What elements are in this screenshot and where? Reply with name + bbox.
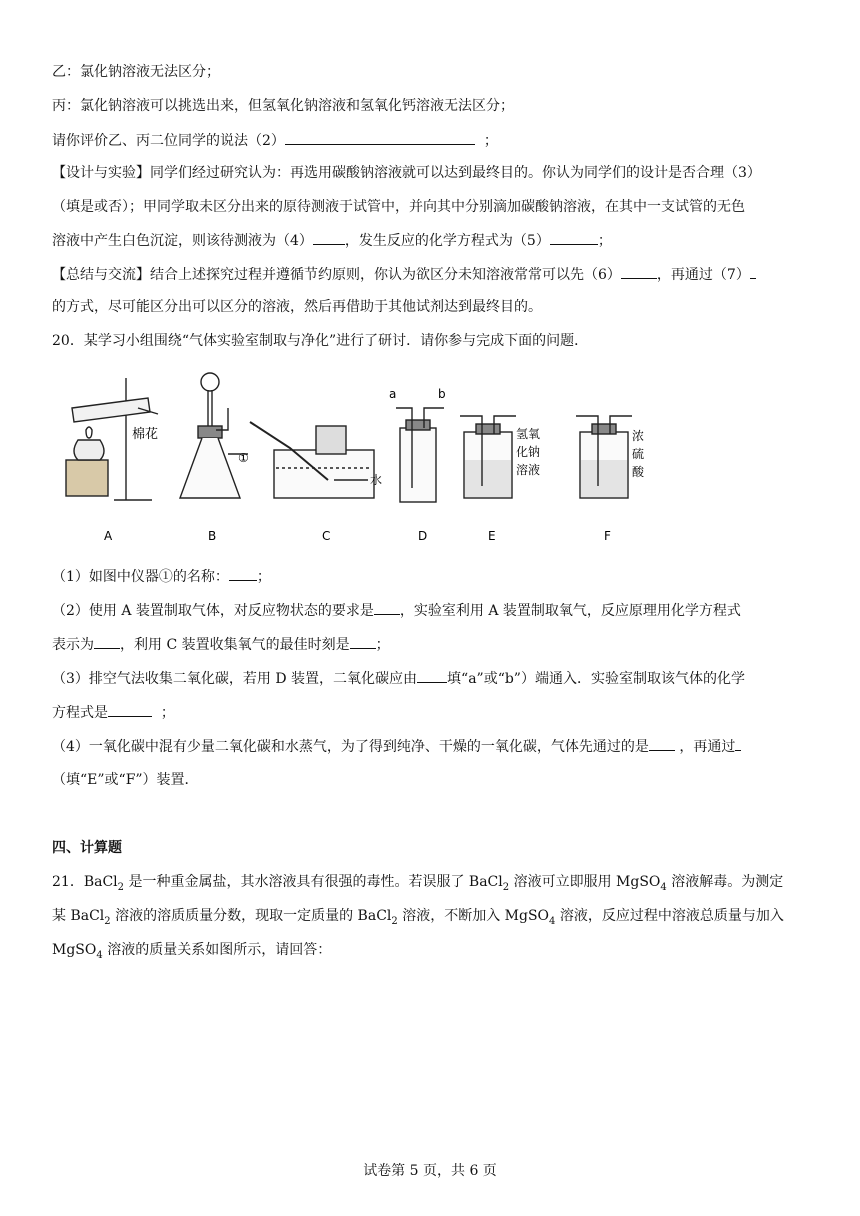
label-d: D — [418, 529, 428, 543]
answer-blank-4[interactable] — [313, 230, 345, 245]
port-b-label: b — [438, 387, 446, 401]
naoh-label-3: 溶液 — [516, 463, 541, 477]
apparatus-d — [396, 408, 444, 502]
answer-blank-20-4b[interactable] — [735, 736, 741, 751]
apparatus-e — [460, 416, 516, 498]
question-20-1: （1）如图中仪器①的名称： ； — [52, 566, 271, 587]
question-20-4-cont: （填“E”或“F”）装置． — [52, 772, 199, 788]
paragraph-design-cont: （填是或否）；甲同学取未区分出来的原待测液于试管中，并向其中分别滴加碳酸钠溶液，在其中一支试管的无色 — [52, 199, 745, 215]
answer-blank-20-1[interactable] — [229, 566, 257, 581]
label-a: A — [104, 529, 113, 543]
answer-blank-20-3a[interactable] — [417, 668, 447, 683]
cotton-label: 棉花 — [132, 427, 159, 442]
apparatus-f — [576, 416, 632, 498]
paragraph-summary-cont: 的方式，尽可能区分出可以区分的溶液，然后再借助于其他试剂达到最终目的。 — [52, 299, 542, 315]
question-21-line-3: MgSO$_4$ 溶液的质量关系如图所示，请回答： — [52, 942, 332, 961]
question-20-2-cont: 表示为 ，利用 C 装置收集氧气的最佳时刻是 ； — [52, 634, 390, 655]
answer-blank-20-4a[interactable] — [649, 736, 675, 751]
question-20-3: （3）排空气法收集二氧化碳，若用 D 装置，二氧化碳应由 填“a”或“b”）端通入．实验室制取该气体的化学 — [52, 668, 745, 689]
answer-blank-2[interactable] — [285, 130, 475, 145]
answer-blank-20-3b[interactable] — [108, 702, 152, 717]
question-20-4: （4）一氧化碳中混有少量二氧化碳和水蒸气，为了得到纯净、干燥的一氧化碳，气体先通过的是 ，再通过 — [52, 736, 741, 757]
question-21-line-1: 21．BaCl$_2$ 是一种重金属盐，其水溶液具有很强的毒性。若误服了 BaCl$_2$ 溶液可立即服用 MgSO$_4$ 溶液解毒。为测定 — [52, 874, 784, 893]
h2so4-label-1: 浓 — [632, 429, 645, 443]
instrument-1-label: ① — [238, 451, 249, 465]
page-footer: 试卷第 5 页，共 6 页 — [363, 1163, 497, 1179]
section-title-calculation: 四、计算题 — [52, 840, 122, 856]
paragraph-summary: 【总结与交流】结合上述探究过程并遵循节约原则，你认为欲区分未知溶液常常可以先（6） ，再通过（7） — [52, 264, 756, 285]
paragraph-bing: 丙：氯化钠溶液可以挑选出来，但氢氧化钠溶液和氢氧化钙溶液无法区分； — [52, 98, 514, 114]
h2so4-label-3: 酸 — [632, 465, 645, 479]
label-e: E — [488, 529, 496, 543]
paragraph-yi: 乙：氯化钠溶液无法区分； — [52, 64, 220, 80]
answer-blank-20-2a[interactable] — [374, 600, 400, 615]
h2so4-label-2: 硫 — [632, 447, 645, 461]
paragraph-design: 【设计与实验】同学们经过研究认为：再选用碳酸钠溶液就可以达到最终目的。你认为同学们的设计是否合理（3） — [52, 165, 761, 181]
answer-blank-20-2b[interactable] — [94, 634, 120, 649]
paragraph-precipitate: 溶液中产生白色沉淀，则该待测液为（4） ，发生反应的化学方程式为（5） ； — [52, 230, 612, 251]
question-20-3-cont: 方程式是 ； — [52, 702, 175, 723]
label-b: B — [208, 529, 217, 543]
port-a-label: a — [389, 387, 397, 401]
naoh-label-1: 氢氧 — [516, 427, 541, 441]
apparatus-b — [180, 373, 248, 498]
paragraph-evaluate: 请你评价乙、丙二位同学的说法（2） ； — [52, 130, 498, 151]
naoh-label-2: 化钠 — [516, 445, 541, 459]
water-label: 水 — [370, 473, 383, 487]
label-f: F — [604, 529, 611, 543]
question-20-2: （2）使用 A 装置制取气体，对反应物状态的要求是 ，实验室利用 A 装置制取氧气，反应原理用化学方程式 — [52, 600, 741, 621]
apparatus-c — [250, 422, 374, 498]
answer-blank-7[interactable] — [750, 264, 756, 279]
answer-blank-6[interactable] — [621, 264, 657, 279]
answer-blank-5[interactable] — [550, 230, 598, 245]
apparatus-figure — [52, 368, 672, 550]
question-20-title: 20．某学习小组围绕“气体实验室制取与净化”进行了研讨．请你参与完成下面的问题． — [52, 333, 589, 349]
question-21-line-2: 某 BaCl$_2$ 溶液的溶质质量分数，现取一定质量的 BaCl$_2$ 溶液，不断加入 MgSO$_4$ 溶液，反应过程中溶液总质量与加入 — [52, 908, 784, 927]
label-c: C — [322, 529, 331, 543]
answer-blank-20-2c[interactable] — [350, 634, 376, 649]
